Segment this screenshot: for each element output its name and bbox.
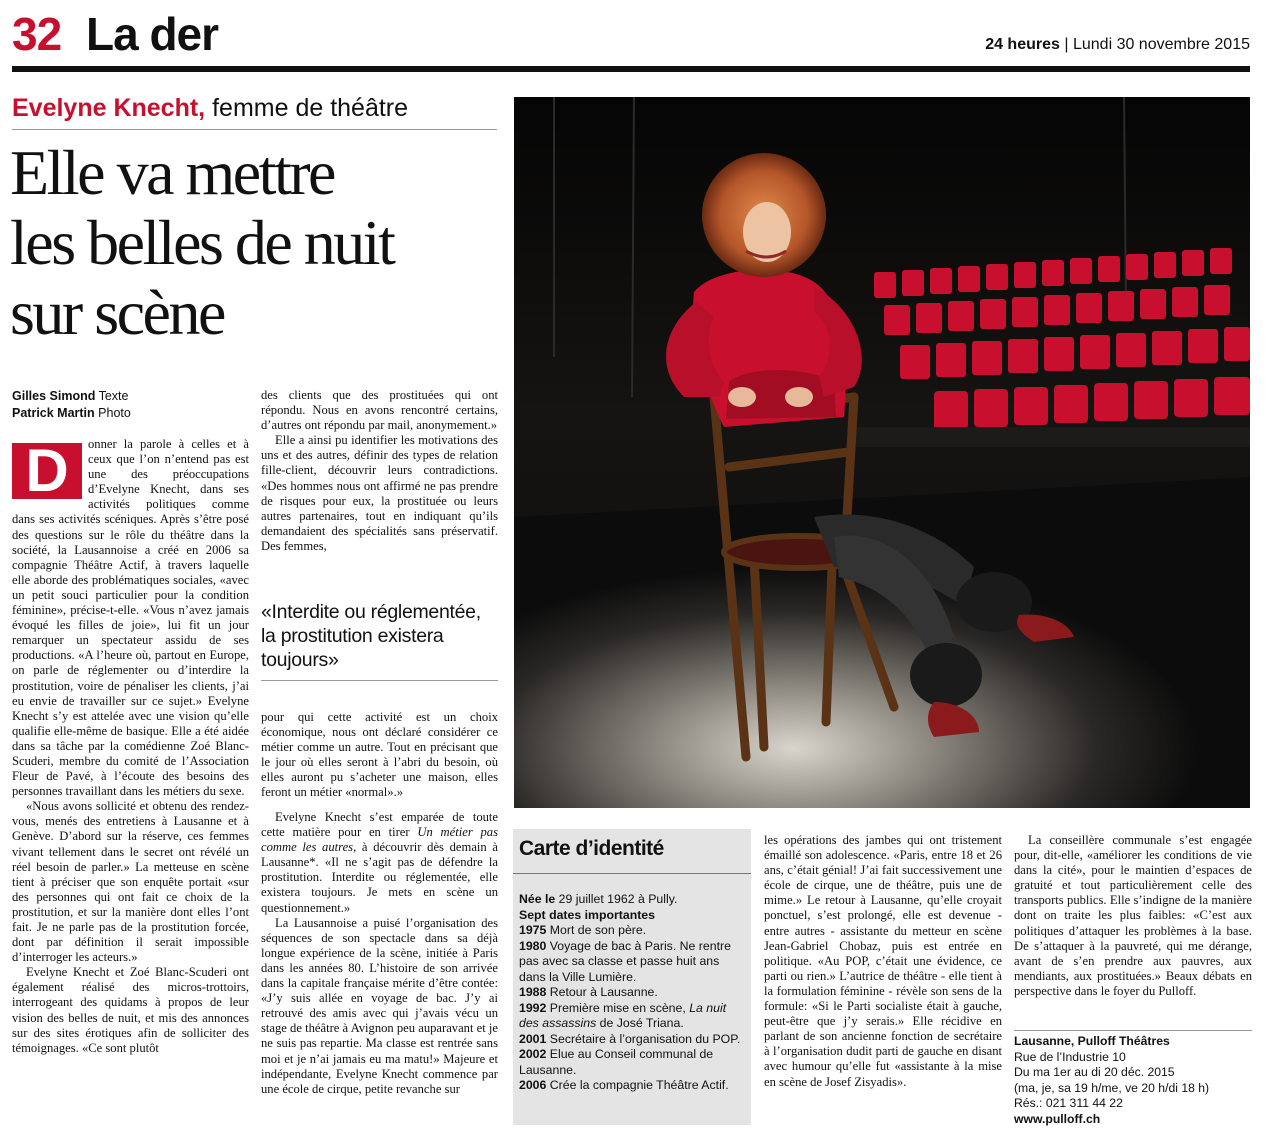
timeline-text: de José Triana. [596, 1016, 684, 1030]
timeline-year: 2001 [519, 1031, 547, 1046]
birth-line [519, 892, 745, 908]
drop-cap: D [12, 443, 82, 499]
photographer-role: Photo [98, 406, 131, 420]
headline-line: sur scène [10, 277, 224, 348]
identity-card [513, 829, 751, 1125]
timeline-text: Secrétaire à l’organisation du POP. [546, 1031, 741, 1046]
event-dates: Du ma 1er au di 20 déc. 2015 [1014, 1065, 1175, 1079]
section-title: La der [86, 8, 219, 60]
play-title: La nuit des assassins [519, 1000, 727, 1030]
paragraph-text: à découvrir dès demain à Lausanne*. «Il ne s’agit pas de défendre la prostitution. Interdite ou réglementée, elle existera toujours. Je mets en scène un questionnement.» [261, 840, 498, 915]
timeline-text: Voyage de bac à Paris. Ne rentre pas avec sa classe et passe huit ans dans la Ville Lumière. [519, 938, 731, 984]
timeline-year: 2006 [519, 1078, 547, 1092]
kicker-name: Evelyne Knecht, [12, 94, 206, 122]
headline [10, 138, 505, 348]
headline-line: Elle va mettre [10, 137, 334, 208]
timeline-year: 1988 [519, 985, 547, 999]
kicker-role: femme de théâtre [212, 94, 409, 122]
timeline-entry [519, 1078, 745, 1094]
author-role: Texte [98, 389, 129, 403]
article-paragraph: des clients que des prostituées qui ont répondu. Nous en avons rencontré certains, d’autres ont répondu par mail, anonymement.» [261, 388, 498, 433]
masthead-separator: | [1064, 36, 1069, 53]
byline [12, 388, 131, 422]
byline-photographer [12, 405, 131, 422]
birth-label: Née le [519, 892, 556, 906]
article-column-2-middle [261, 710, 498, 801]
article-paragraph [261, 810, 498, 916]
timeline-year: 2002 [519, 1047, 547, 1061]
newspaper-name: 24 heures [985, 36, 1060, 53]
show-title: Un métier pas comme les autres, [261, 825, 498, 855]
venue-name: Lausanne, Pulloff Théâtres [1014, 1034, 1170, 1048]
event-info [1014, 1030, 1252, 1127]
issue-date: Lundi 30 novembre 2015 [1072, 36, 1250, 53]
timeline-text: Retour à Lausanne. [546, 985, 658, 999]
article-column-2-bottom [261, 810, 498, 1097]
birth-value: 29 juillet 1962 à Pully. [555, 892, 678, 906]
timeline-text: Mort de son père. [546, 923, 647, 937]
reservation-phone: Rés.: 021 311 44 22 [1014, 1096, 1123, 1110]
photo-illustration [514, 97, 1250, 808]
article-photo [514, 97, 1250, 808]
timeline-text: Première mise en scène, [546, 1000, 690, 1015]
timeline-year: 1992 [519, 1000, 547, 1015]
identity-card-rule [513, 873, 751, 874]
article-paragraph: Elle a ainsi pu identifier les motivations des uns et des autres, définir des types de relation fille-client, découvrir leurs contradictions. «Des hommes nous ont affirmé ne pas prendre de risques pour eux, la prostituée ou leurs autres partenaires, tout en indiquant qu’ils demandaient des spécialités sans préservatif. Des femmes, [261, 433, 498, 553]
timeline-text: Crée la compagnie Théâtre Actif. [546, 1078, 729, 1092]
photographer-name: Patrick Martin [12, 406, 95, 420]
kicker [12, 92, 408, 124]
article-paragraph: Evelyne Knecht et Zoé Blanc-Scuderi ont également réalisé des micros-trottoirs, interrogeant des quidams à propos de leur vision des belles de nuit, et mis des annonces sur des sites érotiques afin de solliciter des témoignages. «Ce sont plutôt [12, 965, 249, 1055]
article-column-4 [764, 833, 1002, 1090]
dates-heading: Sept dates importantes [519, 907, 655, 922]
article-paragraph: La conseillère communale s’est engagée pour, dit-elle, «améliorer les conditions de vie dans la cité», pour le maintien d’espaces de gratuité et tout particulièrement celle des transports publics. Elle s’indigne de la manière dont on traite les plus faibles: «C’est aux politiques d’attaquer les problèmes à la base. De s’attaquer à la pauvreté, qui me dérange, avant de s’en prendre aux pauvres, aux mendiants, aux prostituées.» Beaux débats en perspective dans le foyer du Pulloff. [1014, 833, 1252, 998]
website-link[interactable]: www.pulloff.ch [1014, 1111, 1101, 1126]
identity-card-body [519, 892, 745, 1094]
timeline-entry [519, 923, 745, 939]
article-column-5 [1014, 833, 1252, 999]
timeline-entry [519, 1047, 745, 1078]
kicker-rule [12, 129, 497, 130]
paragraph-text: onner la parole à celles et à ceux que l’on n’entend pas est une des préoccupations d’Evelyne Knecht, dans ses activités politiques comme dans ses activités scéniques. Après s’être posé des questions sur le rôle du théâtre dans la société, la Lausannoise a créé en 2006 sa compagnie Théâtre Actif, à travers laquelle elle aborde des problématiques sociales, «avec un petit souci particulier pour la condition féminine», précise-t-elle. «Vous n’avez jamais évoqué les filles de joie», lui fit un jour remarquer un spectateur assidu de ses productions. «A l’heure où, partout en Europe, on parle de réglementer ou d’interdire la prostitution, voire de pénaliser les clients, j’ai eu envie de travailler sur ce sujet.» Evelyne Knecht s’y est attelée avec une vision qu’elle qualifie elle-même de basique. Elle a été aidée dans sa tâche par la comédienne Zoé Blanc-Scuderi, membre du comité de l’Association Fleur de Pavé, à l’écoute des besoins des personnes travaillant dans les métiers du sexe. [12, 437, 249, 799]
article-paragraph: pour qui cette activité est un choix économique, nous ont déclaré considérer ce métier comme un autre. Tout en précisant que le jour où elles seront à l’abri du besoin, où elles auront pu s’acheter une maison, elles feront un métier «normal».» [261, 710, 498, 800]
top-rule [12, 66, 1250, 72]
article-paragraph: La Lausannoise a puisé l’organisation des séquences de son spectacle dans sa déjà longue expérience de la scène, initiée à Paris dans les années 80. L’histoire de son arrivée dans la capitale française mérite d’être contée: «J’y suis allée en voyage de bac. J’y ai retrouvé des amis avec qui j’avais vécu un stage de théâtre à Avignon peu auparavant et je ne suis pas repartie. Ma classe est rentrée sans moi et je n’ai jamais eu ma matu!» Majeure et indépendante, Evelyne Knecht commence par une école de cirque, petite revanche sur [261, 915, 498, 1096]
timeline-entry [519, 1001, 745, 1032]
timeline-entry [519, 939, 745, 986]
headline-line: les belles de nuit [10, 207, 394, 278]
article-paragraph: «Nous avons sollicité et obtenu des rendez-vous, menés des entretiens à Lausanne et à Genève. D’abord sur la réserve, ces femmes vivant tellement dans le secret ont révélé un réel besoin de parler.» La metteuse en scène tient à préciser que son enquête portait «sur des personnes qui ont fait ce choix de la prostitution, et sur la manière dont elles l’ont fait. Je ne parle pas de la prostitution forcée, dont par définition il serait impossible d’interroger les acteurs.» [12, 799, 249, 965]
event-times: (ma, je, sa 19 h/me, ve 20 h/di 18 h) [1014, 1080, 1210, 1095]
timeline-year: 1980 [519, 938, 547, 953]
timeline-entry [519, 985, 745, 1001]
masthead [985, 36, 1250, 54]
pull-quote: «Interdite ou réglementée, la prostitution existera toujours» [261, 600, 498, 681]
byline-author [12, 388, 131, 405]
timeline-year: 1975 [519, 923, 547, 937]
article-paragraph [12, 437, 249, 799]
timeline-entry [519, 1032, 745, 1048]
identity-card-title: Carte d’identité [519, 837, 664, 860]
timeline-text: Elue au Conseil communal de Lausanne. [519, 1047, 714, 1077]
page-number: 32 [12, 8, 62, 60]
venue-address: Rue de l’Industrie 10 [1014, 1049, 1126, 1064]
article-column-2-top [261, 388, 498, 554]
article-paragraph: les opérations des jambes qui ont tristement émaillé son adolescence. «Paris, entre 18 et 26 ans, c’était génial! J’ai fait successivement une école de cirque, une de théâtre, puis une de mime.» Le retour à Lausanne, qu’elle croyait ponctuel, s’est prolongé, elle est devenue - entre autres - assistante du metteur en scène Jean-Gabriel Chobaz, puis est entrée en politique. «Au POP, c’était une évidence, ce parti ou rien.» L’autrice de théâtre - elle tient à la formulation féminine - révèle son sens de la formule: «Si le Parti socialiste était à gauche, peut-être que j’y serais.» Elle récidive en parlant de son ancienne fonction de secrétaire à l’organisation dudit parti de gauche en disant avec humour qu’elle fut «assistante à la mise en scène de Josef Zisyadis». [764, 833, 1002, 1089]
article-column-1 [12, 437, 249, 1056]
author-name: Gilles Simond [12, 389, 96, 403]
paragraph-text: Evelyne Knecht s’est emparée de toute cette matière pour en tirer [261, 810, 498, 840]
